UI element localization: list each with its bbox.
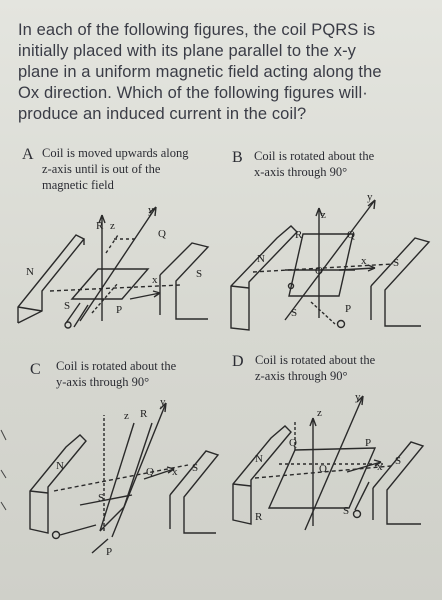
option-b-letter: B bbox=[232, 149, 243, 166]
y-label: y bbox=[355, 391, 361, 403]
figure-c-diagram bbox=[20, 395, 220, 560]
south-label: S bbox=[192, 462, 199, 474]
q-label: Q bbox=[347, 229, 355, 241]
x-label: x bbox=[377, 461, 383, 473]
option-d-line: Coil is rotated about the bbox=[255, 353, 376, 367]
option-a-line: magnetic field bbox=[42, 178, 114, 192]
figure-a-diagram bbox=[10, 195, 215, 345]
option-a-letter: A bbox=[22, 146, 34, 163]
question-text bbox=[18, 20, 426, 125]
r-label: R bbox=[140, 408, 148, 420]
p-label: P bbox=[365, 437, 372, 449]
x-label: x bbox=[361, 255, 367, 267]
option-b-line: x-axis through 90° bbox=[254, 165, 348, 179]
south-label: S bbox=[196, 268, 203, 280]
north-label: N bbox=[257, 253, 265, 265]
figure-d-diagram bbox=[225, 390, 435, 555]
question-line: produce an induced current in the coil? bbox=[18, 105, 307, 123]
option-d-line: z-axis through 90° bbox=[255, 369, 348, 383]
option-c-line: y-axis through 90° bbox=[56, 375, 150, 389]
x-label: x bbox=[172, 466, 178, 478]
p-label: P bbox=[345, 303, 352, 315]
question-line: Ox direction. Which of the following figures will· bbox=[18, 84, 368, 102]
question-line: plane in a uniform magnetic field acting along the bbox=[18, 63, 382, 81]
north-label: N bbox=[56, 460, 64, 472]
option-c-text bbox=[56, 358, 176, 390]
s-label: S bbox=[343, 505, 350, 517]
s-label: S bbox=[64, 300, 71, 312]
question-line: In each of the following figures, the coil PQRS is bbox=[18, 21, 376, 39]
page-edge-marks bbox=[0, 410, 8, 530]
origin-label: O bbox=[319, 463, 327, 475]
p-label: P bbox=[106, 546, 113, 558]
z-label: z bbox=[124, 410, 129, 422]
y-label: y bbox=[160, 396, 166, 408]
option-a-line: Coil is moved upwards along bbox=[42, 146, 189, 160]
option-a-line: z-axis until is out of the bbox=[42, 162, 161, 176]
north-label: N bbox=[255, 453, 263, 465]
y-label: y bbox=[148, 204, 154, 216]
r-label: R bbox=[255, 511, 263, 523]
figure-b-diagram bbox=[225, 190, 435, 340]
option-a-text bbox=[42, 145, 189, 193]
north-label: N bbox=[26, 266, 34, 278]
question-line: initially placed with its plane parallel to the x-y bbox=[18, 42, 357, 60]
option-c-line: Coil is rotated about the bbox=[56, 359, 177, 373]
r-label: R bbox=[96, 220, 104, 232]
option-c-letter: C bbox=[30, 361, 41, 378]
p-label: P bbox=[116, 304, 123, 316]
z-label: z bbox=[110, 220, 115, 232]
south-label: S bbox=[393, 257, 400, 269]
option-d-text bbox=[255, 352, 375, 384]
y-label: y bbox=[367, 191, 373, 203]
option-d-letter: D bbox=[232, 353, 244, 370]
option-b-line: Coil is rotated about the bbox=[254, 149, 375, 163]
s-label: S bbox=[291, 307, 298, 319]
z-label: z bbox=[317, 407, 322, 419]
z-label: z bbox=[321, 209, 326, 221]
s-label: S bbox=[98, 492, 105, 504]
option-b-text bbox=[254, 148, 374, 180]
q-label: Q bbox=[158, 228, 166, 240]
south-label: S bbox=[395, 455, 402, 467]
q-label: Q bbox=[146, 466, 154, 478]
x-label: x bbox=[152, 274, 158, 286]
origin-label: O bbox=[315, 265, 323, 277]
q-label: Q bbox=[289, 437, 297, 449]
r-label: R bbox=[295, 229, 303, 241]
